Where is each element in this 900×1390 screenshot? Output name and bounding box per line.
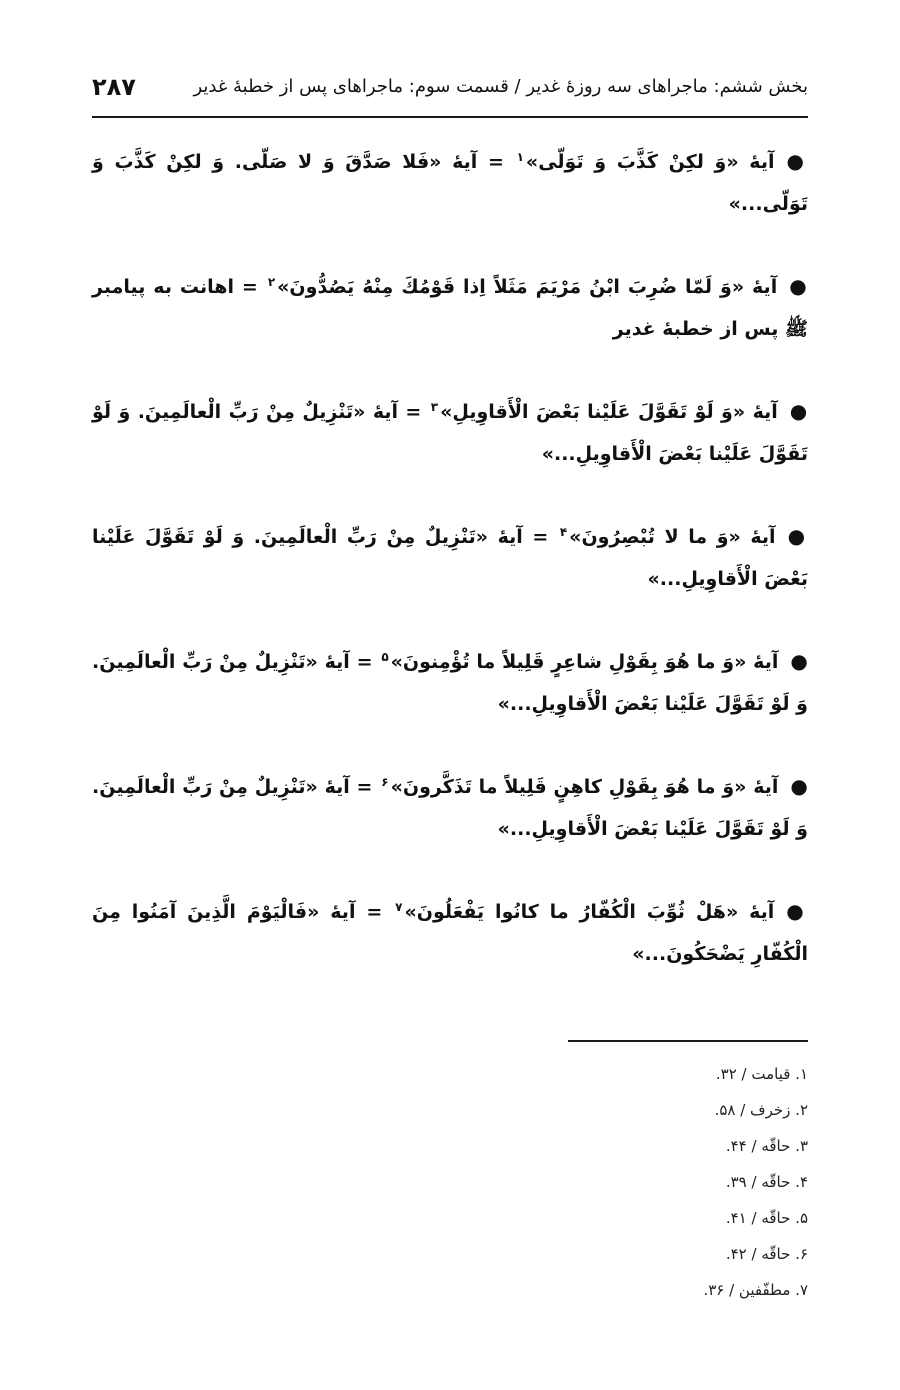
list-item <box>92 390 808 475</box>
footnote-item: ۷. مطفّفين / ۳۶. <box>703 1281 808 1299</box>
bullet-icon: ● <box>787 524 808 548</box>
bullet-icon: ● <box>789 274 809 298</box>
related-text: = آيهٔ «تَنْزِيلٌ مِنْ رَبِّ الْعالَمِينَ. وَ لَوْ تَقَوَّلَ عَلَيْنا بَعْضَ الْأَقاوِيلِ...» <box>92 526 808 590</box>
related-text: = آيهٔ «فَلا صَدَّقَ وَ لا صَلّى. وَ لكِنْ كَذَّبَ وَ تَوَلّى...» <box>92 151 808 215</box>
page-number: ۲۸۷ <box>92 73 136 101</box>
list-item <box>92 640 808 725</box>
footnote-ref[interactable]: ۵ <box>381 649 389 664</box>
related-text: = آيهٔ «تَنْزِيلٌ مِنْ رَبِّ الْعالَمِينَ. وَ لَوْ تَقَوَّلَ عَلَيْنا بَعْضَ الْأَقاوِيلِ...» <box>92 651 808 715</box>
footnote-divider <box>568 1040 808 1042</box>
page-header <box>92 74 808 118</box>
verse-text: آيهٔ «هَلْ ثُوِّبَ الْكُفّارُ ما كانُوا يَفْعَلُونَ» <box>404 901 775 923</box>
verse-text: آيهٔ «وَ لَوْ تَقَوَّلَ عَلَيْنا بَعْضَ الْأَقاوِيلِ» <box>440 401 778 423</box>
footnote-item: ۵. حاقّه / ۴۱. <box>725 1209 808 1227</box>
footnote-ref[interactable]: ۷ <box>395 899 403 914</box>
footnotes <box>92 1056 808 1308</box>
footnote-ref[interactable]: ۴ <box>559 524 568 539</box>
footnote-ref[interactable]: ۶ <box>381 774 389 789</box>
bullet-icon: ● <box>790 649 808 673</box>
bullet-icon: ● <box>786 149 809 173</box>
related-text: = آيهٔ «تَنْزِيلٌ مِنْ رَبِّ الْعالَمِينَ. وَ لَوْ تَقَوَّلَ عَلَيْنا بَعْضَ الْأَقاوِيلِ...» <box>92 776 808 840</box>
list-item <box>92 140 808 225</box>
related-text: = آيهٔ «تَنْزِيلٌ مِنْ رَبِّ الْعالَمِينَ. وَ لَوْ تَقَوَّلَ عَلَيْنا بَعْضَ الْأَقاوِيلِ...» <box>92 401 808 465</box>
bullet-icon: ● <box>786 899 809 923</box>
verse-text: آيهٔ «وَ لكِنْ كَذَّبَ وَ تَوَلّى» <box>525 151 775 173</box>
list-item <box>92 265 808 350</box>
related-text: = اهانت به پيامبر ﷺ پس از خطبهٔ غدير <box>92 276 808 340</box>
verse-list <box>92 140 808 1015</box>
footnote-item: ۶. حاقّه / ۴۲. <box>725 1245 808 1263</box>
verse-text: آيهٔ «وَ ما هُوَ بِقَوْلِ شاعِرٍ قَلِيلاً ما تُؤْمِنونَ» <box>390 651 779 673</box>
bullet-icon: ● <box>790 774 809 798</box>
verse-text: آيهٔ «وَ ما هُوَ بِقَوْلِ كاهِنٍ قَلِيلاً ما تَذَكَّرونَ» <box>390 776 779 798</box>
verse-text: آيهٔ «وَ لَمّا ضُرِبَ ابْنُ مَرْيَمَ مَثَلاً اِذا قَوْمُكَ مِنْهُ يَصُدُّونَ» <box>277 276 778 298</box>
footnote-item: ۳. حاقّه / ۴۴. <box>725 1137 808 1155</box>
list-item <box>92 515 808 600</box>
footnote-item: ۴. حاقّه / ۳۹. <box>725 1173 808 1191</box>
footnote-ref[interactable]: ۱ <box>516 149 524 164</box>
footnote-item: ۲. زخرف / ۵۸. <box>714 1101 808 1119</box>
bullet-icon: ● <box>789 399 809 423</box>
related-text: = آيهٔ «فَالْيَوْمَ الَّذِينَ آمَنُوا مِنَ الْكُفّارِ يَضْحَكُونَ...» <box>92 901 808 965</box>
list-item <box>92 890 808 975</box>
verse-text: آيهٔ «وَ ما لا تُبْصِرُونَ» <box>569 526 776 548</box>
list-item <box>92 765 808 850</box>
running-title: بخش ششم: ماجراهای سه روزهٔ غدیر / قسمت سوم: ماجراهای پس از خطبهٔ غدیر <box>193 76 808 97</box>
footnote-item: ۱. قيامت / ۳۲. <box>715 1065 808 1083</box>
footnote-ref[interactable]: ۲ <box>267 274 276 289</box>
footnote-ref[interactable]: ۳ <box>430 399 439 414</box>
